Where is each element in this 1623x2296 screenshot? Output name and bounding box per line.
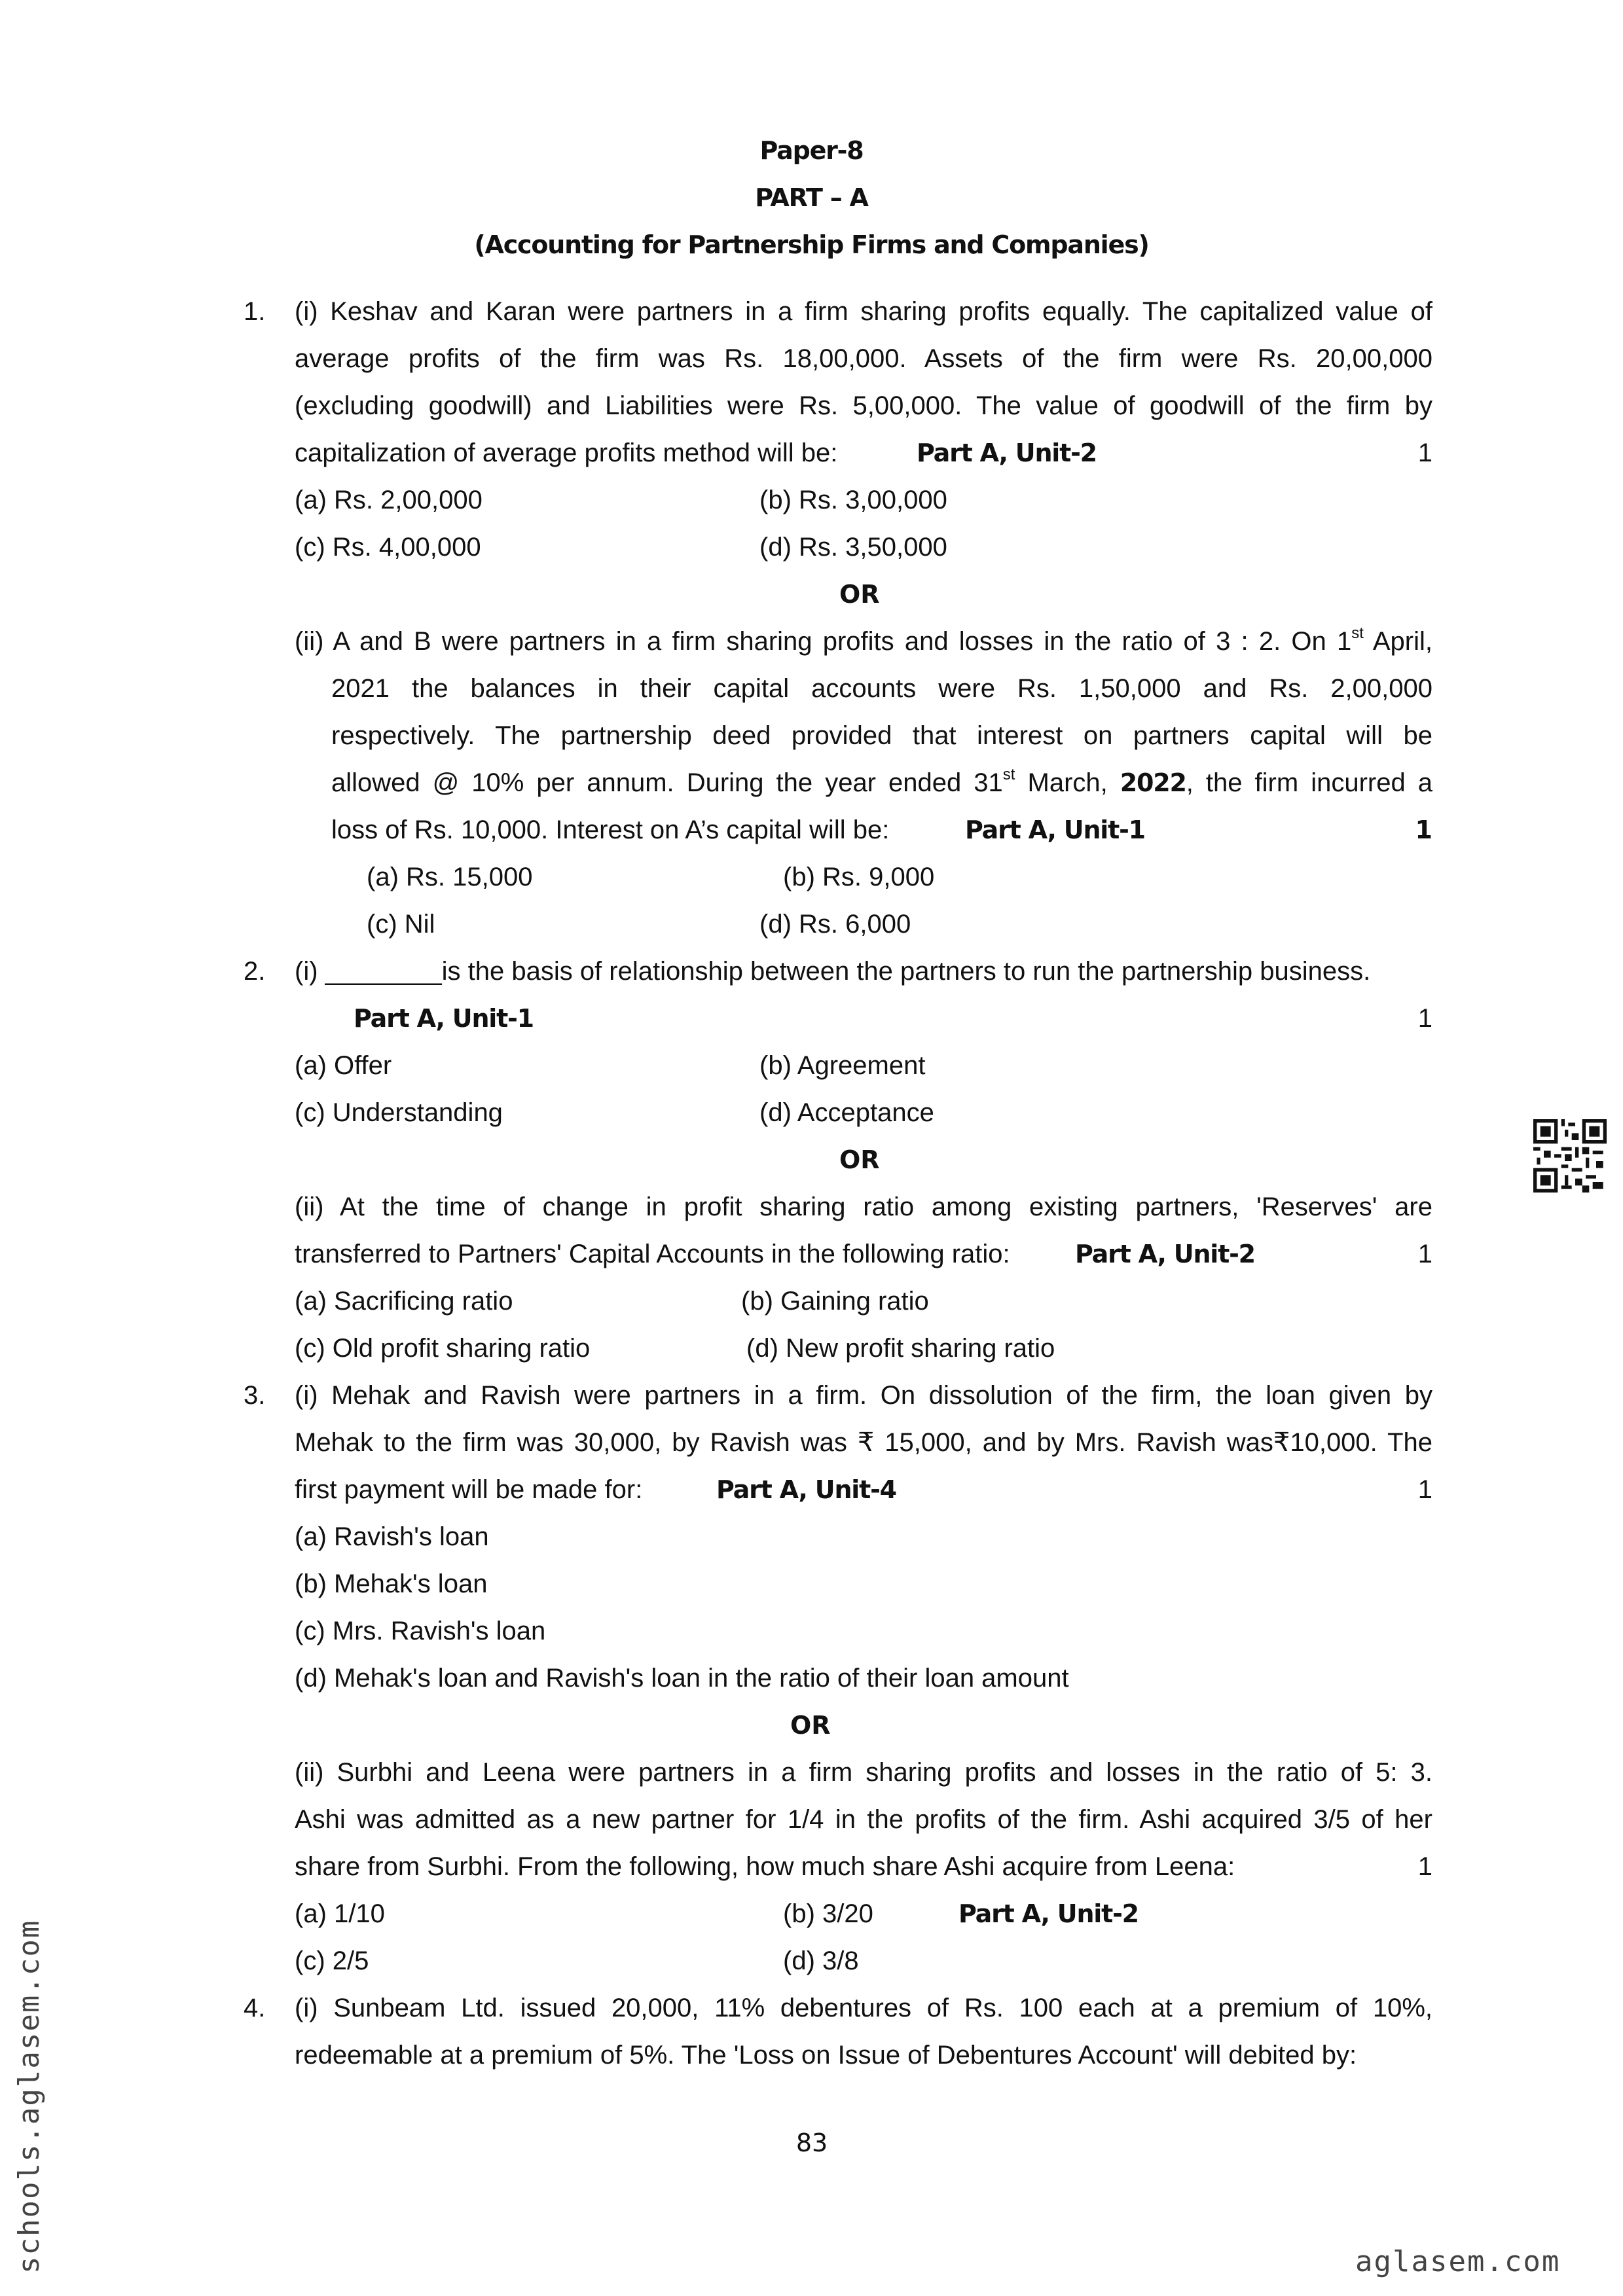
q1-or-separator: OR — [839, 580, 880, 609]
q1-ii-line5: loss of Rs. 10,000. Interest on A’s capital will be: — [331, 816, 890, 844]
q2-i-marks: 1 — [1417, 1004, 1432, 1033]
q3-ii-option-a: (a) 1/10 — [295, 1899, 385, 1928]
q3-ii-unit-tag: Part A, Unit-2 — [958, 1899, 1139, 1928]
qr-code-icon — [1533, 1119, 1607, 1193]
q4-i-line2: redeemable at a premium of 5%. The 'Loss on Issue of Debentures Account' will debited by: — [295, 2041, 1357, 2070]
q3-ii-option-d: (d) 3/8 — [783, 1946, 859, 1975]
q3-i-option-a: (a) Ravish's loan — [295, 1522, 489, 1551]
q1-ii-option-d: (d) Rs. 6,000 — [759, 910, 911, 939]
q2-or-separator: OR — [839, 1145, 880, 1174]
q3-i-line2: Mehak to the firm was 30,000, by Ravish was ₹ 15,000, and by Mrs. Ravish was₹10,000. The — [295, 1428, 1432, 1457]
q1-ii-line4: allowed @ 10% per annum. During the year ended 31st March, 2022, the firm incurred a — [331, 765, 1432, 797]
q3-or-separator: OR — [790, 1711, 831, 1740]
q3-ii-option-c: (c) 2/5 — [295, 1946, 369, 1975]
q3-i-line1: (i) Mehak and Ravish were partners in a firm. On dissolution of the firm, the loan given by — [295, 1381, 1432, 1410]
q1-i-unit-tag: Part A, Unit-2 — [917, 439, 1097, 467]
q2-i-option-a: (a) Offer — [295, 1051, 392, 1080]
q3-i-line3: first payment will be made for: — [295, 1475, 643, 1504]
q2-i-option-c: (c) Understanding — [295, 1098, 503, 1127]
q3-i-option-b: (b) Mehak's loan — [295, 1570, 488, 1598]
q1-i-marks: 1 — [1417, 439, 1432, 467]
q2-ii-marks: 1 — [1417, 1240, 1432, 1268]
q1-ii-unit-tag: Part A, Unit-1 — [965, 816, 1145, 844]
q3-i-marks: 1 — [1417, 1475, 1432, 1504]
q2-ii-line2: transferred to Partners' Capital Accounts in the following ratio: — [295, 1240, 1010, 1268]
paper-title: Paper-8 — [759, 136, 864, 165]
question-number-1: 1. — [244, 297, 266, 326]
q2-ii-option-a: (a) Sacrificing ratio — [295, 1287, 513, 1316]
q2-i-option-b: (b) Agreement — [759, 1051, 926, 1080]
part-title: PART – A — [755, 183, 868, 212]
q3-i-option-d: (d) Mehak's loan and Ravish's loan in the ratio of their loan amount — [295, 1664, 1069, 1693]
corner-watermark: aglasem.com — [1355, 2245, 1561, 2278]
q1-i-line1: (i) Keshav and Karan were partners in a firm sharing profits equally. The capitalized value of — [295, 297, 1432, 326]
q1-ii-line1: (ii) A and B were partners in a firm sharing profits and losses in the ratio of 3 : 2. On 1st April, — [295, 624, 1432, 656]
side-watermark: schools.aglasem.com — [12, 1919, 46, 2274]
q2-i-option-d: (d) Acceptance — [759, 1098, 934, 1127]
q3-ii-option-b: (b) 3/20 — [783, 1899, 873, 1928]
question-number-4: 4. — [244, 1994, 266, 2022]
q3-i-unit-tag: Part A, Unit-4 — [716, 1475, 896, 1504]
q1-i-line2: average profits of the firm was Rs. 18,00,000. Assets of the firm were Rs. 20,00,000 — [295, 344, 1432, 373]
q3-i-option-c: (c) Mrs. Ravish's loan — [295, 1617, 546, 1645]
question-number-2: 2. — [244, 957, 266, 986]
q3-ii-line3: share from Surbhi. From the following, how much share Ashi acquire from Leena: — [295, 1852, 1235, 1881]
q4-i-line1: (i) Sunbeam Ltd. issued 20,000, 11% debentures of Rs. 100 each at a premium of 10%, — [295, 1994, 1432, 2022]
q1-ii-option-b: (b) Rs. 9,000 — [783, 863, 935, 891]
q2-ii-option-b: (b) Gaining ratio — [741, 1287, 929, 1316]
q3-ii-line1: (ii) Surbhi and Leena were partners in a firm sharing profits and losses in the ratio of 5: 3. — [295, 1758, 1432, 1787]
q1-ii-line3: respectively. The partnership deed provided that interest on partners capital will be — [331, 721, 1432, 750]
q1-i-option-b: (b) Rs. 3,00,000 — [759, 486, 947, 514]
q1-ii-line2: 2021 the balances in their capital accounts were Rs. 1,50,000 and Rs. 2,00,000 — [331, 674, 1432, 703]
q2-ii-line1: (ii) At the time of change in profit sharing ratio among existing partners, 'Reserves' are — [295, 1193, 1432, 1221]
q1-i-option-a: (a) Rs. 2,00,000 — [295, 486, 483, 514]
q2-i-unit-tag: Part A, Unit-1 — [354, 1004, 534, 1033]
q1-ii-marks: 1 — [1415, 816, 1432, 844]
q1-i-option-c: (c) Rs. 4,00,000 — [295, 533, 481, 562]
q3-ii-line2: Ashi was admitted as a new partner for 1/4 in the profits of the firm. Ashi acquired 3/5 of her — [295, 1805, 1432, 1834]
q2-i-line1: (i) ________is the basis of relationship between the partners to run the partnership business. — [295, 957, 1371, 986]
q1-i-line3: (excluding goodwill) and Liabilities were Rs. 5,00,000. The value of goodwill of the firm by — [295, 391, 1432, 420]
q2-ii-unit-tag: Part A, Unit-2 — [1075, 1240, 1255, 1268]
q1-i-line4: capitalization of average profits method will be: — [295, 439, 838, 467]
q1-ii-option-c: (c) Nil — [367, 910, 435, 939]
q1-i-option-d: (d) Rs. 3,50,000 — [759, 533, 947, 562]
q1-ii-option-a: (a) Rs. 15,000 — [367, 863, 533, 891]
q2-ii-option-d: (d) New profit sharing ratio — [746, 1334, 1055, 1363]
q3-ii-marks: 1 — [1417, 1852, 1432, 1881]
page-number: 83 — [795, 2128, 828, 2157]
question-number-3: 3. — [244, 1381, 266, 1410]
q2-ii-option-c: (c) Old profit sharing ratio — [295, 1334, 591, 1363]
section-subtitle: (Accounting for Partnership Firms and Companies) — [474, 230, 1149, 259]
